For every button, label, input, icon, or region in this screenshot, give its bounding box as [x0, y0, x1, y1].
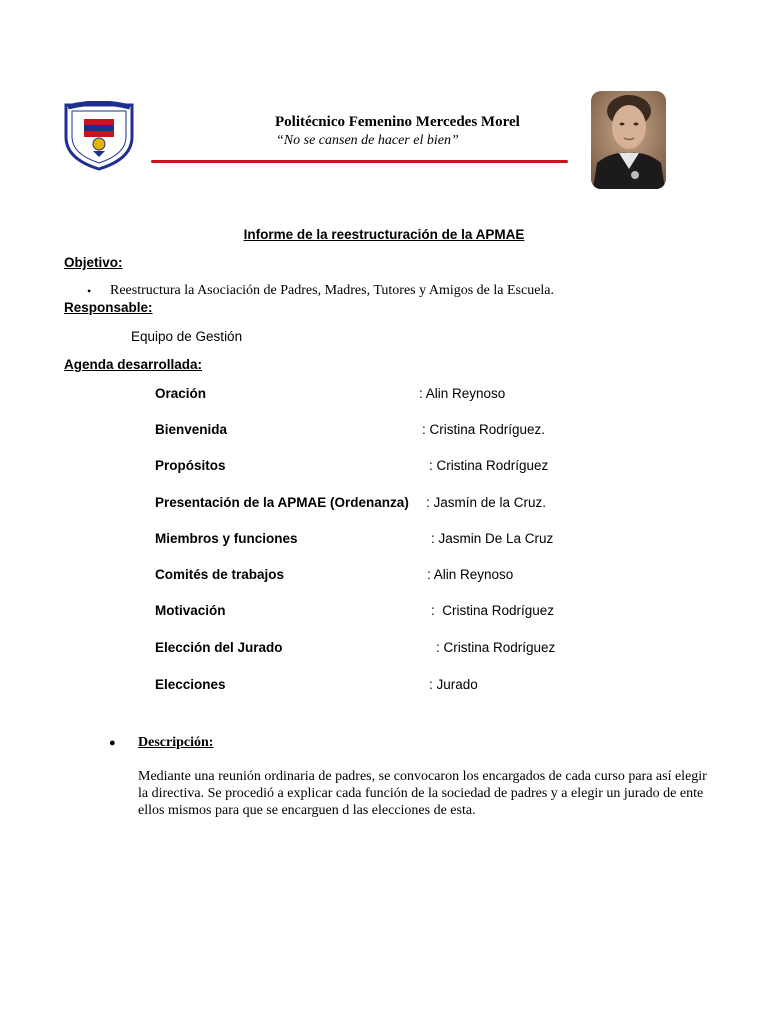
objective-heading: Objetivo:	[64, 255, 123, 270]
objective-text: Reestructura la Asociación de Padres, Madres, Tutores y Amigos de la Escuela.	[110, 283, 555, 298]
agenda-item-person: : Alin Reynoso	[427, 567, 514, 582]
agenda-item-label: Elección del Jurado	[155, 640, 283, 655]
agenda-item-person: : Cristina Rodríguez	[436, 640, 556, 655]
agenda-item-label: Elecciones	[155, 677, 226, 692]
description-heading: Descripción:	[138, 735, 214, 750]
school-motto: “No se cansen de hacer el bien”	[276, 133, 459, 148]
agenda-heading: Agenda desarrollada:	[64, 357, 203, 372]
agenda-item-person: : Jasmín de la Cruz.	[426, 495, 547, 510]
agenda-item-label: Propósitos	[155, 458, 226, 473]
agenda-item-label: Comités de trabajos	[155, 567, 285, 582]
agenda-item-person: : Cristina Rodríguez.	[422, 422, 546, 437]
header-divider	[151, 160, 568, 163]
agenda-item-label: Bienvenida	[155, 422, 228, 437]
description-text: Mediante una reunión ordinaria de padres, se convocaron los encargados de cada curso para así elegir la directiva. Se procedió a explicar cada función de la sociedad de padres y a elegir un jurado de ente ellos mismos para que se encarguen d las elecciones de esta.	[138, 769, 707, 818]
founder-portrait	[591, 91, 666, 189]
agenda-item-label: Oración	[155, 386, 207, 401]
agenda-item-person: : Alin Reynoso	[419, 386, 506, 401]
agenda-item-person: : Cristina Rodríguez	[431, 603, 555, 618]
school-logo	[62, 101, 136, 171]
document-title: Informe de la reestructuración de la APMAE	[243, 227, 525, 242]
agenda-item-label: Miembros y funciones	[155, 531, 298, 546]
agenda-item-person: : Jasmin De La Cruz	[431, 531, 554, 546]
responsible-value: Equipo de Gestión	[131, 329, 243, 344]
agenda-item-person: : Jurado	[429, 677, 478, 692]
school-name: Politécnico Femenino Mercedes Morel	[275, 114, 520, 130]
agenda-item-person: : Cristina Rodríguez	[429, 458, 549, 473]
responsible-heading: Responsable:	[64, 300, 153, 315]
agenda-item-label: Presentación de la APMAE (Ordenanza)	[155, 495, 409, 510]
objective-bullet: •	[87, 284, 92, 298]
description-bullet: ●	[109, 737, 116, 749]
agenda-item-label: Motivación	[155, 603, 226, 618]
